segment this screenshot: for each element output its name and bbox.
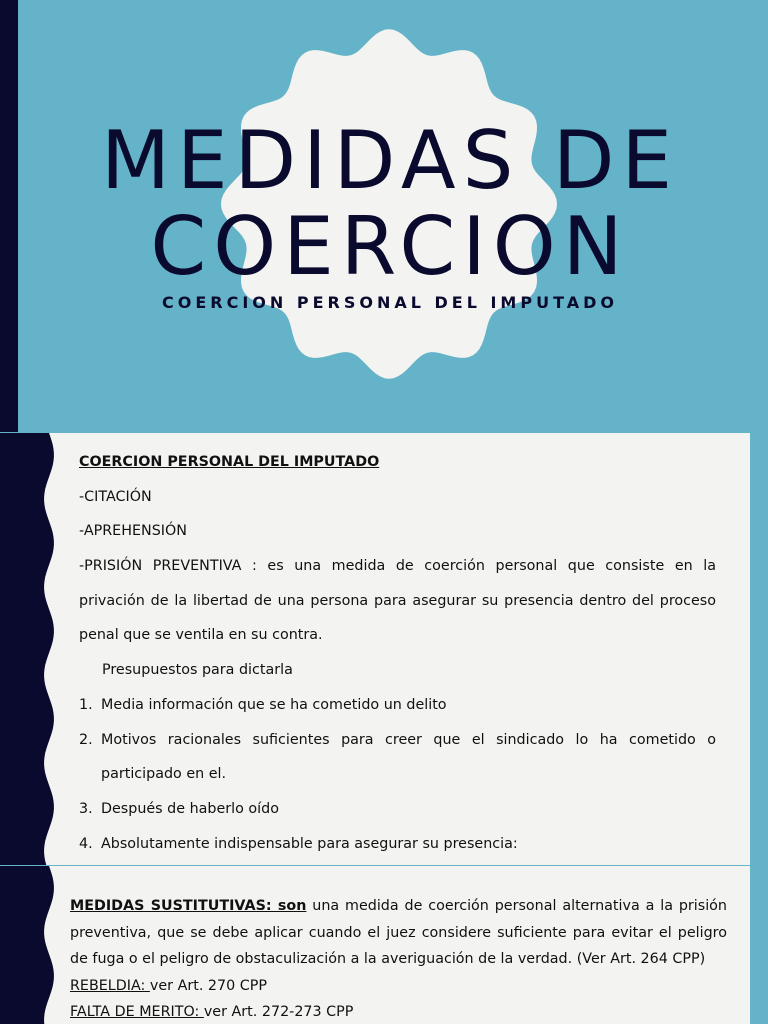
wavy-navy-border: [0, 866, 60, 1024]
sustitutivas-slide: [0, 866, 768, 1024]
list-item: 3. Después de haberlo oído: [79, 800, 279, 817]
section-heading: COERCION PERSONAL DEL IMPUTADO: [79, 454, 380, 470]
teal-right-strip: [750, 433, 768, 865]
content-body: [79, 451, 716, 865]
rebeldia-line: REBELDIA: ver Art. 270 CPP: [70, 977, 267, 994]
title-line-2: COERCION: [150, 200, 630, 293]
falta-merito-line: FALTA DE MERITO: ver Art. 272-273 CPP: [70, 1004, 354, 1020]
teal-right-strip: [750, 866, 768, 1024]
sustitutivas-paragraph: MEDIDAS SUSTITUTIVAS: son una medida de coerción personal alternativa a la prisión preventiva, que se debe aplicar cuando el juez considere suficiente para evitar el peligro de fuga o el peligro de obstaculización a la averiguación de la verdad. (Ver Art. 264 CPP): [70, 898, 727, 967]
content-body: [70, 893, 727, 1024]
content-slide: [0, 433, 768, 865]
wavy-navy-border: [0, 433, 60, 865]
prision-line-2: privación de la libertad de una persona para asegurar su presencia dentro del proceso: [79, 592, 716, 609]
prision-line-3: penal que se ventila en su contra.: [79, 627, 323, 644]
slide-subtitle: COERCION PERSONAL DEL IMPUTADO: [162, 293, 618, 312]
list-item: 1. Media información que se ha cometido un delito: [79, 696, 447, 713]
list-item: 4. Absolutamente indispensable para asegurar su presencia:: [79, 835, 518, 852]
title-slide: [0, 0, 768, 432]
slide-title: [40, 114, 740, 293]
prision-line-1: -PRISIÓN PREVENTIVA : es una medida de coerción personal que consiste en la: [79, 558, 716, 575]
list-item-continuation: participado en el.: [101, 766, 227, 783]
sustitutivas-label: MEDIDAS SUSTITUTIVAS: son: [70, 898, 307, 914]
bullet-aprehension: -APREHENSIÓN: [79, 523, 187, 540]
title-line-1: MEDIDAS DE: [100, 114, 680, 207]
presupuestos-label: Presupuestos para dictarla: [102, 662, 293, 679]
bullet-citacion: -CITACIÓN: [79, 488, 152, 505]
list-item: 2. Motivos racionales suficientes para creer que el sindicado lo ha cometido o: [79, 731, 716, 748]
